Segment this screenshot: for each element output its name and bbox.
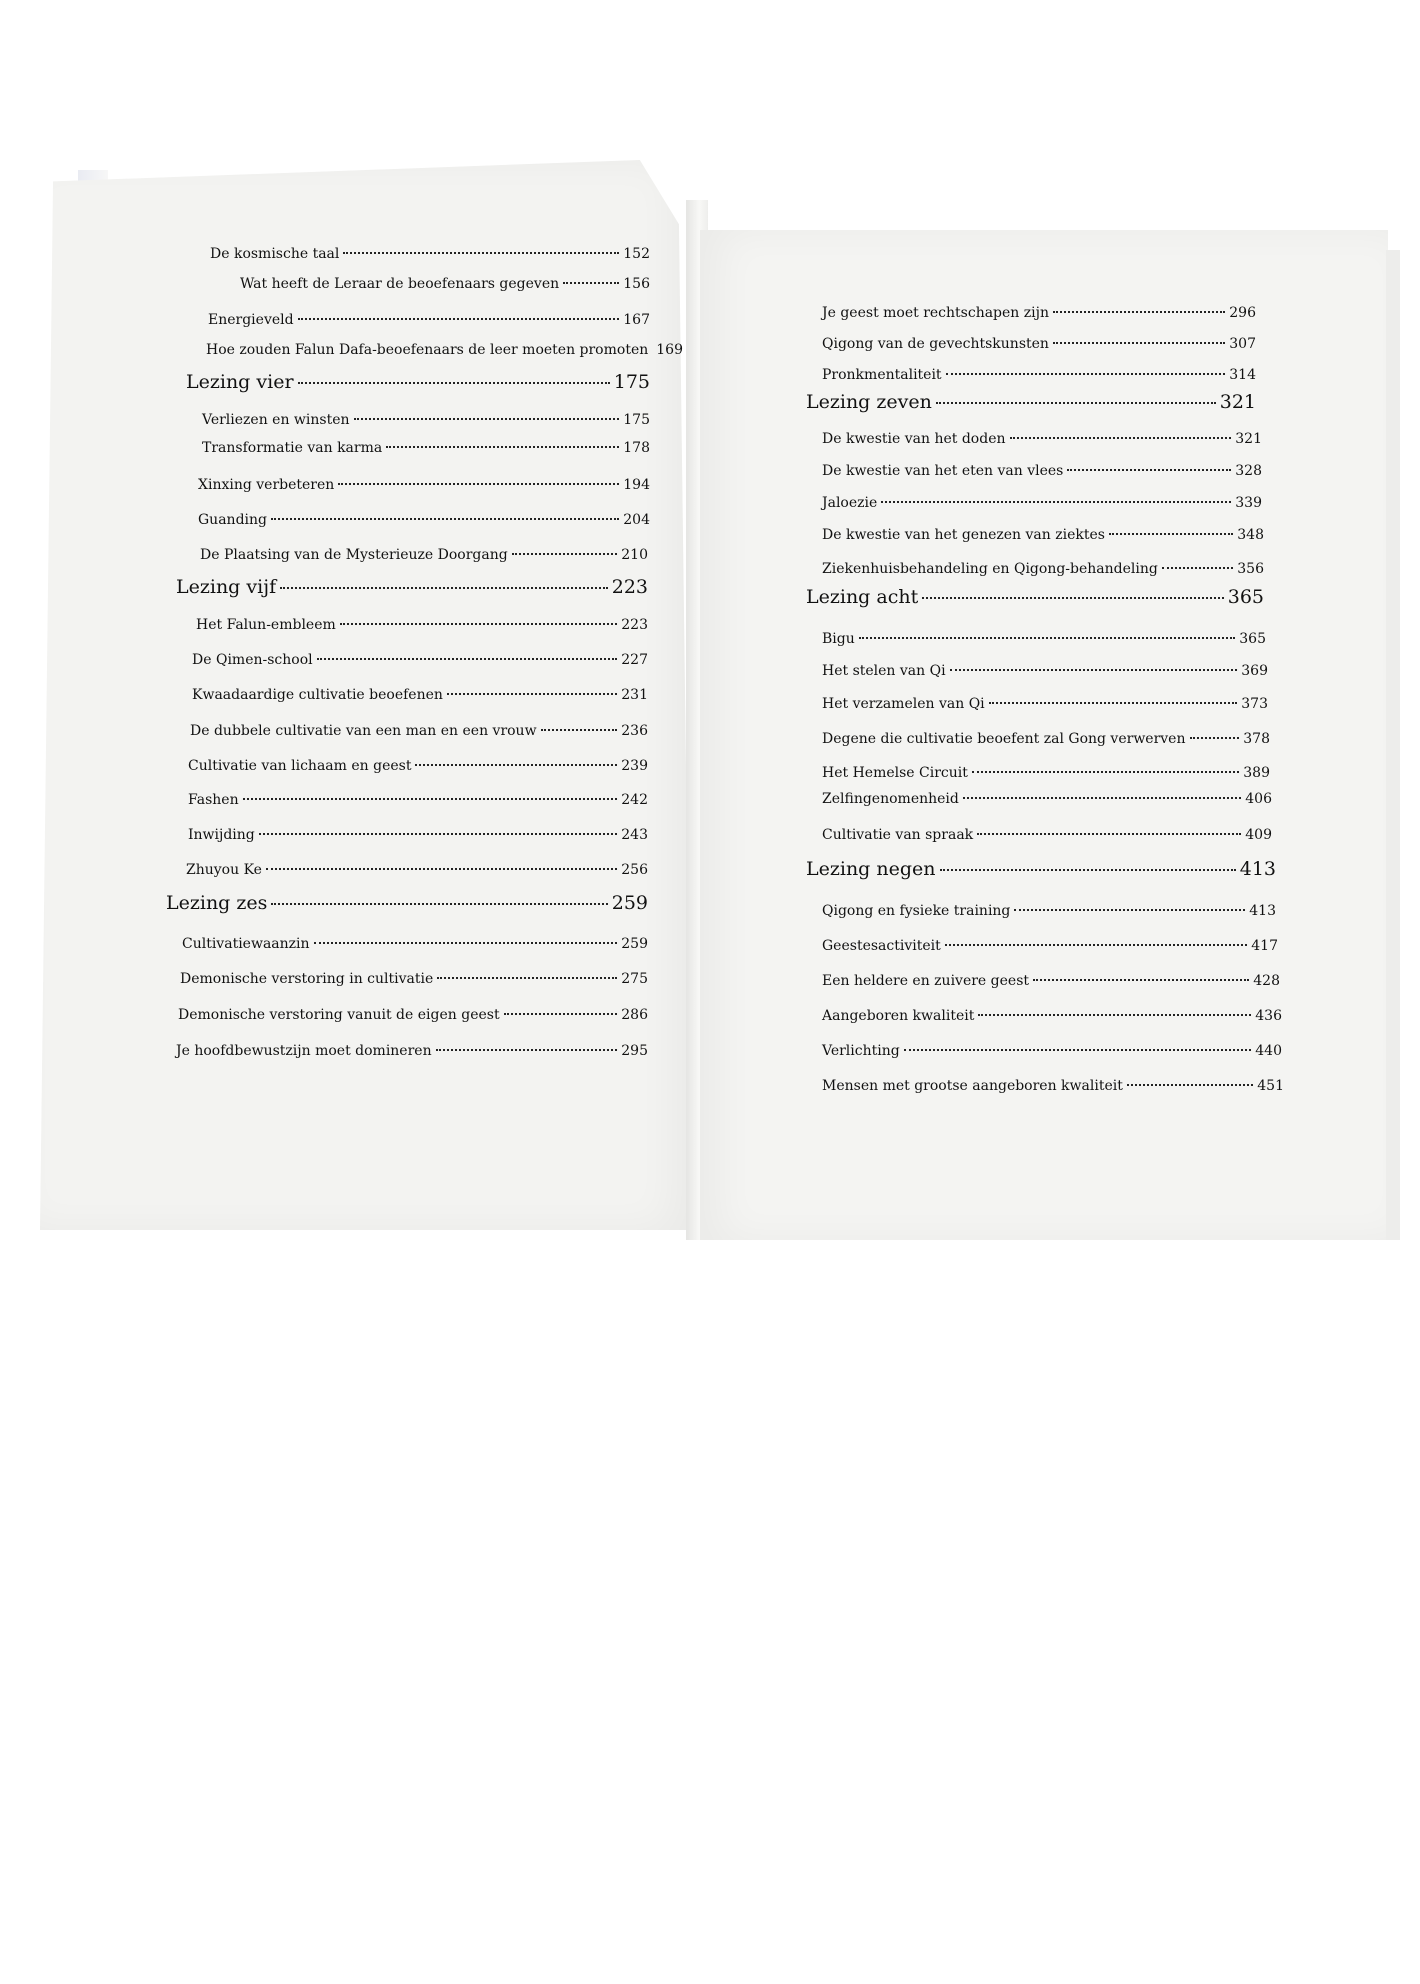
- toc-page-number: 167: [623, 312, 650, 328]
- toc-leader-dots: [541, 728, 618, 731]
- page-edge-right: [1386, 250, 1400, 1240]
- toc-page-number: 417: [1251, 938, 1278, 954]
- toc-leader-dots: [437, 976, 617, 979]
- toc-entry: [822, 631, 1266, 647]
- toc-entry: [822, 731, 1270, 747]
- toc-page-number: 409: [1245, 827, 1272, 843]
- toc-leader-dots: [340, 622, 617, 625]
- toc-leader-dots: [936, 401, 1216, 404]
- toc-entry-title: Aangeboren kwaliteit: [822, 1008, 975, 1024]
- toc-leader-dots: [1010, 436, 1232, 439]
- toc-page-number: 369: [1241, 663, 1268, 679]
- toc-entry: [198, 512, 650, 528]
- toc-entry-title: Lezing zeven: [806, 391, 932, 413]
- toc-leader-dots: [1033, 978, 1249, 981]
- toc-leader-dots: [271, 517, 619, 520]
- toc-leader-dots: [338, 482, 619, 485]
- toc-leader-dots: [436, 1048, 618, 1051]
- toc-page-number: 152: [623, 246, 650, 262]
- toc-entry-title: Pronkmentaliteit: [822, 367, 942, 383]
- toc-leader-dots: [243, 797, 618, 800]
- toc-entry-title: Cultivatie van spraak: [822, 827, 974, 843]
- toc-leader-dots: [1109, 532, 1233, 535]
- toc-page-number: 169: [656, 342, 683, 358]
- toc-entry: [188, 827, 648, 843]
- toc-leader-dots: [317, 657, 618, 660]
- toc-entry: [198, 477, 650, 493]
- toc-page-number: 204: [623, 512, 650, 528]
- toc-entry: [822, 305, 1256, 321]
- toc-chapter-heading: [806, 586, 1264, 608]
- toc-leader-dots: [904, 1048, 1252, 1051]
- toc-entry: [822, 561, 1264, 577]
- toc-leader-dots: [859, 636, 1236, 639]
- toc-entry-title: Zelfingenomenheid: [822, 791, 959, 807]
- toc-leader-dots: [298, 381, 610, 384]
- toc-leader-dots: [940, 868, 1236, 871]
- toc-page-number: 175: [623, 412, 650, 428]
- toc-entry: [210, 246, 650, 262]
- toc-leader-dots: [945, 943, 1248, 946]
- toc-entry: [822, 696, 1268, 712]
- toc-page-number: 389: [1243, 765, 1270, 781]
- toc-entry: [822, 765, 1270, 781]
- toc-entry-title: De kosmische taal: [210, 246, 340, 262]
- toc-entry: [822, 1043, 1282, 1059]
- toc-leader-dots: [415, 763, 617, 766]
- toc-entry: [202, 412, 650, 428]
- toc-entry: [178, 1007, 648, 1023]
- toc-entry: [822, 938, 1278, 954]
- toc-entry-title: Verliezen en winsten: [202, 412, 350, 428]
- toc-chapter-heading: [176, 576, 648, 598]
- toc-leader-dots: [1053, 341, 1225, 344]
- toc-entry-title: Jaloezie: [822, 495, 878, 511]
- toc-page-number: 256: [621, 862, 648, 878]
- toc-leader-dots: [386, 445, 619, 448]
- toc-leader-dots: [298, 317, 620, 320]
- toc-entry-title: Wat heeft de Leraar de beoefenaars gegeven: [240, 276, 560, 292]
- toc-page-number: 413: [1239, 858, 1276, 880]
- toc-entry: [822, 1008, 1282, 1024]
- toc-leader-dots: [354, 417, 620, 420]
- toc-page-number: 223: [611, 576, 648, 598]
- toc-entry: [822, 431, 1262, 447]
- toc-leader-dots: [881, 500, 1231, 503]
- toc-page-number: 295: [621, 1043, 648, 1059]
- toc-leader-dots: [989, 701, 1238, 704]
- toc-entry: [190, 723, 648, 739]
- toc-entry-title: Het stelen van Qi: [822, 663, 946, 679]
- toc-page-number: 236: [621, 723, 648, 739]
- toc-leader-dots: [1162, 566, 1233, 569]
- toc-entry: [822, 527, 1264, 543]
- toc-entry-title: Fashen: [188, 792, 239, 808]
- toc-page-number: 194: [623, 477, 650, 493]
- toc-entry-title: Cultivatiewaanzin: [182, 936, 310, 952]
- toc-entry: [202, 440, 650, 456]
- toc-entry-title: Je geest moet rechtschapen zijn: [822, 305, 1049, 321]
- toc-page-number: 365: [1227, 586, 1264, 608]
- toc-leader-dots: [1190, 736, 1240, 739]
- toc-entry-title: Qigong en fysieke training: [822, 903, 1011, 919]
- toc-entry: [176, 1043, 648, 1059]
- toc-entry-title: Lezing vier: [186, 371, 294, 393]
- toc-leader-dots: [271, 902, 607, 905]
- toc-entry: [822, 663, 1268, 679]
- toc-entry-title: Degene die cultivatie beoefent zal Gong verwerven: [822, 731, 1186, 747]
- toc-page-number: 227: [621, 652, 648, 668]
- toc-page-number: 339: [1235, 495, 1262, 511]
- toc-entry-title: Lezing vijf: [176, 576, 277, 598]
- toc-entry-title: De Qimen-school: [192, 652, 313, 668]
- toc-entry: [186, 862, 648, 878]
- toc-leader-dots: [343, 251, 619, 254]
- toc-leader-dots: [563, 281, 619, 284]
- toc-page-number: 314: [1229, 367, 1256, 383]
- toc-entry-title: Bigu: [822, 631, 855, 647]
- toc-page-number: 406: [1245, 791, 1272, 807]
- toc-entry: [182, 936, 648, 952]
- toc-entry-title: Kwaadaardige cultivatie beoefenen: [192, 687, 443, 703]
- toc-entry-title: Verlichting: [822, 1043, 900, 1059]
- toc-page-number: 328: [1235, 463, 1262, 479]
- toc-entry-title: Demonische verstoring vanuit de eigen geest: [178, 1007, 500, 1023]
- toc-leader-dots: [512, 552, 618, 555]
- toc-entry: [822, 336, 1256, 352]
- toc-leader-dots: [978, 1013, 1251, 1016]
- toc-page-number: 321: [1219, 391, 1256, 413]
- toc-page-number: 156: [623, 276, 650, 292]
- toc-page-number: 307: [1229, 336, 1256, 352]
- toc-entry: [206, 342, 683, 358]
- toc-page-number: 223: [621, 617, 648, 633]
- toc-page-number: 348: [1237, 527, 1264, 543]
- toc-page-number: 356: [1237, 561, 1264, 577]
- toc-entry-title: De Plaatsing van de Mysterieuze Doorgang: [200, 547, 508, 563]
- toc-page-number: 436: [1255, 1008, 1282, 1024]
- toc-leader-dots: [314, 941, 618, 944]
- toc-leader-dots: [447, 692, 617, 695]
- toc-entry-title: Guanding: [198, 512, 267, 528]
- toc-chapter-heading: [166, 892, 648, 914]
- toc-page-number: 373: [1241, 696, 1268, 712]
- toc-page-number: 242: [621, 792, 648, 808]
- toc-entry-title: De kwestie van het doden: [822, 431, 1006, 447]
- toc-entry-title: Demonische verstoring in cultivatie: [180, 971, 434, 987]
- toc-chapter-heading: [186, 371, 650, 393]
- toc-entry: [208, 312, 650, 328]
- toc-entry-title: Mensen met grootse aangeboren kwaliteit: [822, 1078, 1123, 1094]
- toc-page-number: 231: [621, 687, 648, 703]
- toc-entry: [240, 276, 650, 292]
- toc-page-number: 321: [1235, 431, 1262, 447]
- toc-page-number: 178: [623, 440, 650, 456]
- toc-page-number: 451: [1257, 1078, 1284, 1094]
- toc-entry-title: Lezing acht: [806, 586, 919, 608]
- toc-entry: [822, 463, 1262, 479]
- toc-page-number: 365: [1239, 631, 1266, 647]
- toc-page-number: 275: [621, 971, 648, 987]
- toc-leader-dots: [259, 832, 617, 835]
- toc-entry-title: Lezing zes: [166, 892, 268, 914]
- toc-leader-dots: [1053, 310, 1225, 313]
- toc-page-number: 428: [1253, 973, 1280, 989]
- toc-entry-title: De kwestie van het eten van vlees: [822, 463, 1064, 479]
- toc-entry: [188, 758, 648, 774]
- toc-page-number: 175: [613, 371, 650, 393]
- toc-entry-title: Xinxing verbeteren: [198, 477, 335, 493]
- toc-leader-dots: [1127, 1083, 1253, 1086]
- toc-entry: [822, 973, 1280, 989]
- toc-entry-title: Cultivatie van lichaam en geest: [188, 758, 412, 774]
- toc-entry-title: Transformatie van karma: [202, 440, 383, 456]
- toc-entry-title: Een heldere en zuivere geest: [822, 973, 1030, 989]
- toc-entry-title: Inwijding: [188, 827, 255, 843]
- toc-entry-title: De kwestie van het genezen van ziektes: [822, 527, 1105, 543]
- toc-entry-title: De dubbele cultivatie van een man en een vrouw: [190, 723, 537, 739]
- toc-entry: [822, 367, 1256, 383]
- toc-chapter-heading: [806, 391, 1256, 413]
- toc-leader-dots: [922, 596, 1224, 599]
- toc-entry-title: Ziekenhuisbehandeling en Qigong-behandeling: [822, 561, 1158, 577]
- toc-leader-dots: [280, 586, 608, 589]
- toc-entry-title: Het verzamelen van Qi: [822, 696, 985, 712]
- toc-page-number: 440: [1255, 1043, 1282, 1059]
- toc-entry-title: Zhuyou Ke: [186, 862, 262, 878]
- toc-entry: [188, 792, 648, 808]
- toc-page-number: 413: [1249, 903, 1276, 919]
- toc-entry-title: Geestesactiviteit: [822, 938, 941, 954]
- toc-entry: [822, 827, 1272, 843]
- toc-leader-dots: [266, 867, 617, 870]
- toc-chapter-heading: [806, 858, 1276, 880]
- toc-leader-dots: [972, 770, 1239, 773]
- toc-entry-title: Het Falun-embleem: [196, 617, 336, 633]
- toc-page-number: 296: [1229, 305, 1256, 321]
- toc-page-number: 286: [621, 1007, 648, 1023]
- toc-page-number: 378: [1243, 731, 1270, 747]
- toc-leader-dots: [963, 796, 1241, 799]
- toc-page-number: 243: [621, 827, 648, 843]
- toc-entry: [192, 687, 648, 703]
- toc-entry: [822, 495, 1262, 511]
- toc-leader-dots: [504, 1012, 618, 1015]
- toc-leader-dots: [1067, 468, 1231, 471]
- toc-entry-title: Het Hemelse Circuit: [822, 765, 968, 781]
- toc-page-number: 259: [611, 892, 648, 914]
- toc-leader-dots: [946, 372, 1226, 375]
- toc-leader-dots: [977, 832, 1241, 835]
- toc-entry-title: Hoe zouden Falun Dafa-beoefenaars de leer moeten promoten: [206, 342, 649, 358]
- toc-entry-title: Qigong van de gevechtskunsten: [822, 336, 1049, 352]
- toc-entry: [200, 547, 648, 563]
- toc-entry: [822, 903, 1276, 919]
- toc-leader-dots: [1014, 908, 1245, 911]
- toc-page-number: 239: [621, 758, 648, 774]
- toc-entry-title: Lezing negen: [806, 858, 936, 880]
- toc-entry-title: Energieveld: [208, 312, 294, 328]
- toc-page-number: 210: [621, 547, 648, 563]
- toc-entry: [180, 971, 648, 987]
- toc-page-number: 259: [621, 936, 648, 952]
- toc-entry: [192, 652, 648, 668]
- toc-entry: [196, 617, 648, 633]
- toc-entry-title: Je hoofdbewustzijn moet domineren: [176, 1043, 432, 1059]
- toc-leader-dots: [950, 668, 1238, 671]
- toc-entry: [822, 791, 1272, 807]
- toc-entry: [822, 1078, 1284, 1094]
